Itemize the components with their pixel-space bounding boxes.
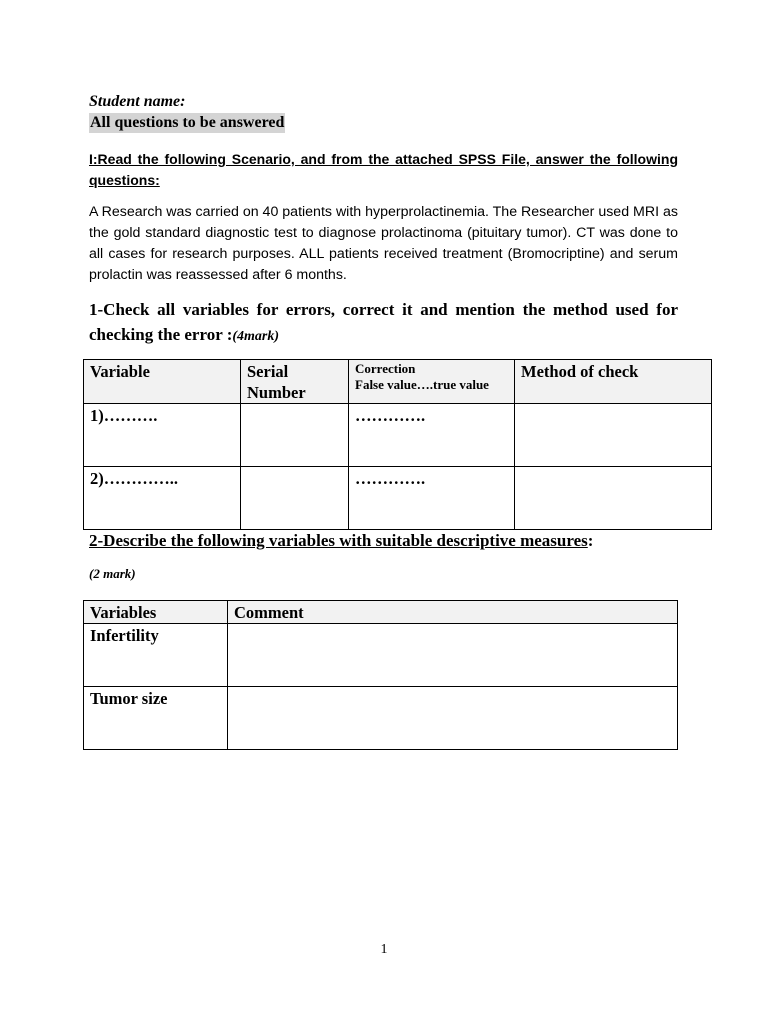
question-1-text: 1-Check all variables for errors, correct it and mention the method used for checking the error : [89, 300, 678, 344]
row-1-serial-cell[interactable] [241, 404, 349, 467]
question-2-heading [89, 529, 593, 553]
row-tumor-size-variable: Tumor size [84, 687, 228, 750]
scenario-paragraph: A Research was carried on 40 patients with hyperprolactinemia. The Researcher used MRI as the gold standard diagnostic test to diagnose prolactinoma (pituitary tumor). CT was done to all cases for research purposes. ALL patients received treatment (Bromocriptine) and serum prolactin was reassessed after 6 months. [89, 204, 678, 283]
instruction-highlight: All questions to be answered [90, 114, 285, 131]
header-method-of-check: Method of check [515, 360, 712, 404]
table-header-row [84, 360, 712, 404]
table-row [84, 467, 712, 530]
row-1-correction[interactable]: …………. [349, 404, 515, 467]
table-row [84, 624, 678, 687]
table-row [84, 404, 712, 467]
row-1-variable: 1)………. [84, 404, 241, 467]
question-2-text: 2-Describe the following variables with suitable descriptive measures [89, 531, 588, 550]
header-serial-number: Serial Number [241, 360, 349, 404]
row-2-serial-cell[interactable] [241, 467, 349, 530]
header-correction [349, 360, 515, 404]
error-check-table [83, 359, 712, 530]
row-2-correction[interactable]: …………. [349, 467, 515, 530]
question-2-colon: : [587, 531, 594, 550]
question-1-heading [89, 297, 678, 349]
row-tumor-size-comment-cell[interactable] [228, 687, 678, 750]
student-name-label: Student name: [89, 93, 186, 110]
question-2-mark: (2 mark) [89, 566, 136, 581]
header-correction-line2: False value….true value [355, 377, 489, 392]
row-2-variable: 2)………….. [84, 467, 241, 530]
row-1-method-cell[interactable] [515, 404, 712, 467]
question-1-mark: (4mark) [232, 329, 280, 344]
table-row [84, 687, 678, 750]
descriptive-measures-table [83, 600, 678, 750]
row-2-method-cell[interactable] [515, 467, 712, 530]
header-variables: Variables [84, 601, 228, 624]
page-number: 1 [380, 942, 388, 957]
header-correction-line1: Correction [355, 361, 416, 376]
row-infertility-comment-cell[interactable] [228, 624, 678, 687]
header-comment: Comment [228, 601, 678, 624]
scenario-heading: I:Read the following Scenario, and from the attached SPSS File, answer the following questions: [89, 151, 678, 188]
row-infertility-variable: Infertility [84, 624, 228, 687]
header-variable: Variable [84, 360, 241, 404]
table-header-row [84, 601, 678, 624]
